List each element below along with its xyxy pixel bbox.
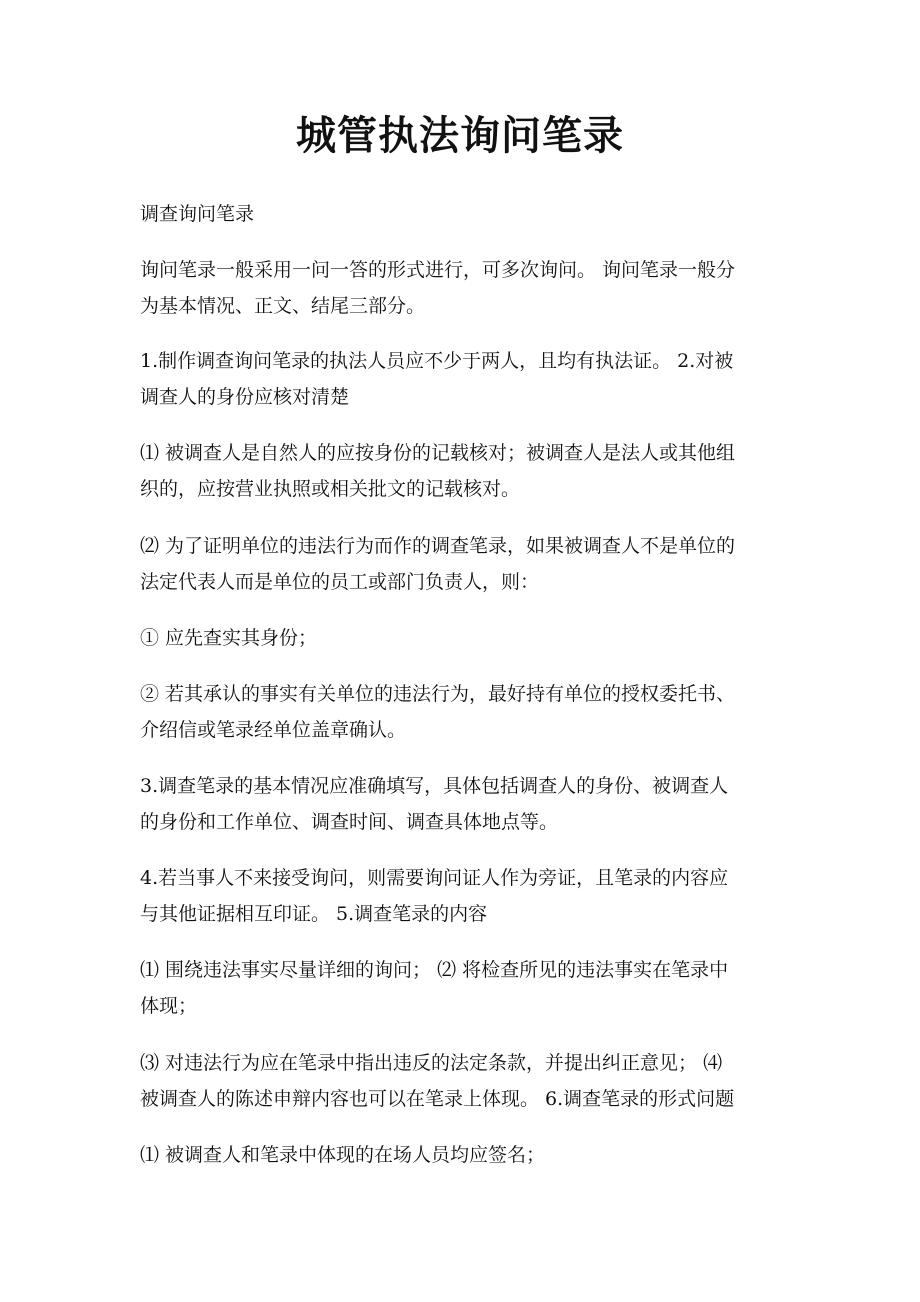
text-line: ② 若其承认的事实有关单位的违法行为，最好持有单位的授权委托书、: [140, 683, 736, 705]
text-line: 与其他证据相互印证。 5.调查笔录的内容: [140, 903, 488, 925]
text-line: 为基本情况、正文、结尾三部分。: [140, 295, 426, 317]
text-line: ① 应先查实其身份；: [140, 627, 318, 649]
text-line: ⑴ 围绕违法事实尽量详细的询问； ⑵ 将检查所见的违法事实在笔录中: [140, 959, 729, 981]
text-line: 法定代表人而是单位的员工或部门负责人，则：: [140, 571, 540, 593]
paragraph: [140, 252, 790, 324]
paragraph: [140, 676, 790, 748]
text-line: ⑵ 为了证明单位的违法行为而作的调查笔录，如果被调查人不是单位的: [140, 535, 736, 557]
text-line: 4.若当事人不来接受询问，则需要询问证人作为旁证，且笔录的内容应: [140, 867, 729, 889]
paragraph: [140, 620, 790, 656]
text-line: 体现；: [140, 995, 198, 1017]
text-line: 织的，应按营业执照或相关批文的记载核对。: [140, 478, 521, 500]
text-line: 3.调查笔录的基本情况应准确填写，具体包括调查人的身份、被调查人: [140, 775, 729, 797]
text-line: 调查询问笔录: [140, 203, 255, 225]
section-heading: [140, 196, 790, 232]
text-line: 询问笔录一般采用一问一答的形式进行，可多次询问。 询问笔录一般分: [140, 259, 736, 281]
text-line: ⑴ 被调查人是自然人的应按身份的记载核对；被调查人是法人或其他组: [140, 442, 736, 464]
text-line: ⑶ 对违法行为应在笔录中指出违反的法定条款，并提出纠正意见； ⑷: [140, 1052, 723, 1074]
paragraph: [140, 528, 790, 600]
text-line: 调查人的身份应核对清楚: [140, 386, 350, 408]
text-line: 1.制作调查询问笔录的执法人员应不少于两人，且均有执法证。 2.对被: [140, 350, 734, 372]
paragraph: [140, 952, 790, 1024]
document-title: 城管执法询问笔录: [296, 112, 624, 159]
paragraph: [140, 1045, 790, 1117]
paragraph: [140, 1137, 790, 1173]
paragraph: [140, 343, 790, 415]
paragraph: [140, 435, 790, 507]
text-line: ⑴ 被调查人和笔录中体现的在场人员均应签名；: [140, 1144, 546, 1166]
paragraph: [140, 768, 790, 840]
text-line: 被调查人的陈述申辩内容也可以在笔录上体现。 6.调查笔录的形式问题: [140, 1088, 735, 1110]
text-line: 的身份和工作单位、调查时间、调查具体地点等。: [140, 811, 559, 833]
text-line: 介绍信或笔录经单位盖章确认。: [140, 719, 407, 741]
paragraph: [140, 860, 790, 932]
